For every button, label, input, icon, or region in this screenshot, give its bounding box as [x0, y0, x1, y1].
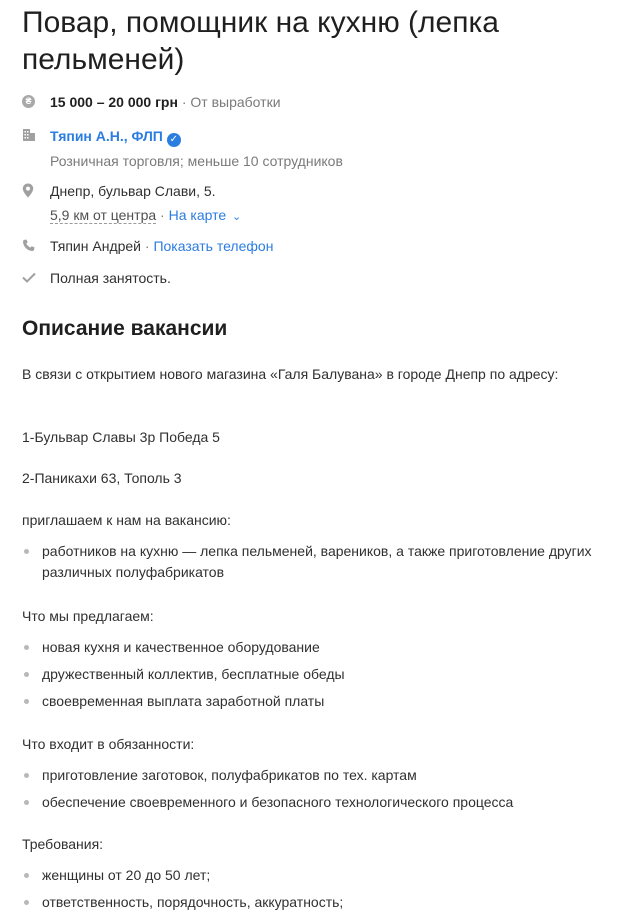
- description-intro: В связи с открытием нового магазина «Галя Балувана» в городе Днепр по адресу:: [22, 366, 559, 382]
- show-on-map-link[interactable]: На карте: [168, 207, 227, 223]
- contact-row: [22, 236, 273, 256]
- company-name-link[interactable]: Тяпин А.Н., ФЛП: [50, 128, 163, 144]
- salary-separator: ·: [177, 94, 191, 110]
- list-item: работников на кухню — лепка пельменей, вареников, а также приготовление других различных полуфабрикатов: [22, 541, 612, 583]
- description-address-2: 2-Паникахи 63, Тополь 3: [22, 470, 182, 486]
- vacancy-title: Повар, помощник на кухню (лепка пельменей): [22, 6, 499, 76]
- list-item: обеспечение своевременного и безопасного технологического процесса: [22, 792, 612, 813]
- phone-icon: [22, 236, 42, 254]
- location-separator: ·: [156, 207, 169, 223]
- list-item: дружественный коллектив, бесплатные обеды: [22, 664, 612, 685]
- invite-text: приглашаем к нам на вакансию:: [22, 512, 231, 528]
- company-row: [22, 126, 343, 171]
- currency-icon: ₴: [22, 92, 42, 110]
- salary-amount: 15 000 – 20 000 грн: [50, 94, 178, 110]
- company-details: Розничная торговля; меньше 10 сотрудников: [50, 153, 343, 169]
- show-phone-link[interactable]: Показать телефон: [153, 238, 274, 254]
- location-row: [22, 181, 241, 227]
- salary-note: От выработки: [190, 94, 281, 110]
- offer-heading: Что мы предлагаем:: [22, 608, 154, 624]
- contact-separator: ·: [141, 238, 154, 254]
- verified-check-icon: ✓: [167, 133, 181, 147]
- requirements-list: [22, 865, 612, 913]
- list-item: женщины от 20 до 50 лет;: [22, 865, 612, 886]
- distance-from-center[interactable]: 5,9 км от центра: [50, 207, 157, 223]
- location-address: Днепр, бульвар Слави, 5.: [50, 183, 216, 199]
- checkmark-icon: [22, 268, 42, 286]
- list-item: приготовление заготовок, полуфабрикатов по тех. картам: [22, 765, 612, 786]
- contact-name: Тяпин Андрей: [50, 238, 141, 254]
- duties-heading: Что входит в обязанности:: [22, 736, 195, 752]
- list-item: своевременная выплата заработной платы: [22, 691, 612, 712]
- employment-row: [22, 268, 171, 288]
- invite-list: [22, 541, 612, 583]
- salary-row: [22, 92, 281, 112]
- description-address-1: 1-Бульвар Славы 3р Победа 5: [22, 429, 220, 445]
- chevron-down-icon[interactable]: ⌄: [232, 211, 242, 223]
- list-item: новая кухня и качественное оборудование: [22, 637, 612, 658]
- requirements-heading: Требования:: [22, 836, 104, 852]
- building-icon: [22, 126, 42, 144]
- duties-list: [22, 765, 612, 813]
- map-pin-icon: [22, 181, 42, 199]
- offer-list: [22, 637, 612, 712]
- employment-type: Полная занятость.: [50, 270, 171, 286]
- description-heading: Описание вакансии: [22, 317, 228, 340]
- list-item: ответственность, порядочность, аккуратность;: [22, 892, 612, 913]
